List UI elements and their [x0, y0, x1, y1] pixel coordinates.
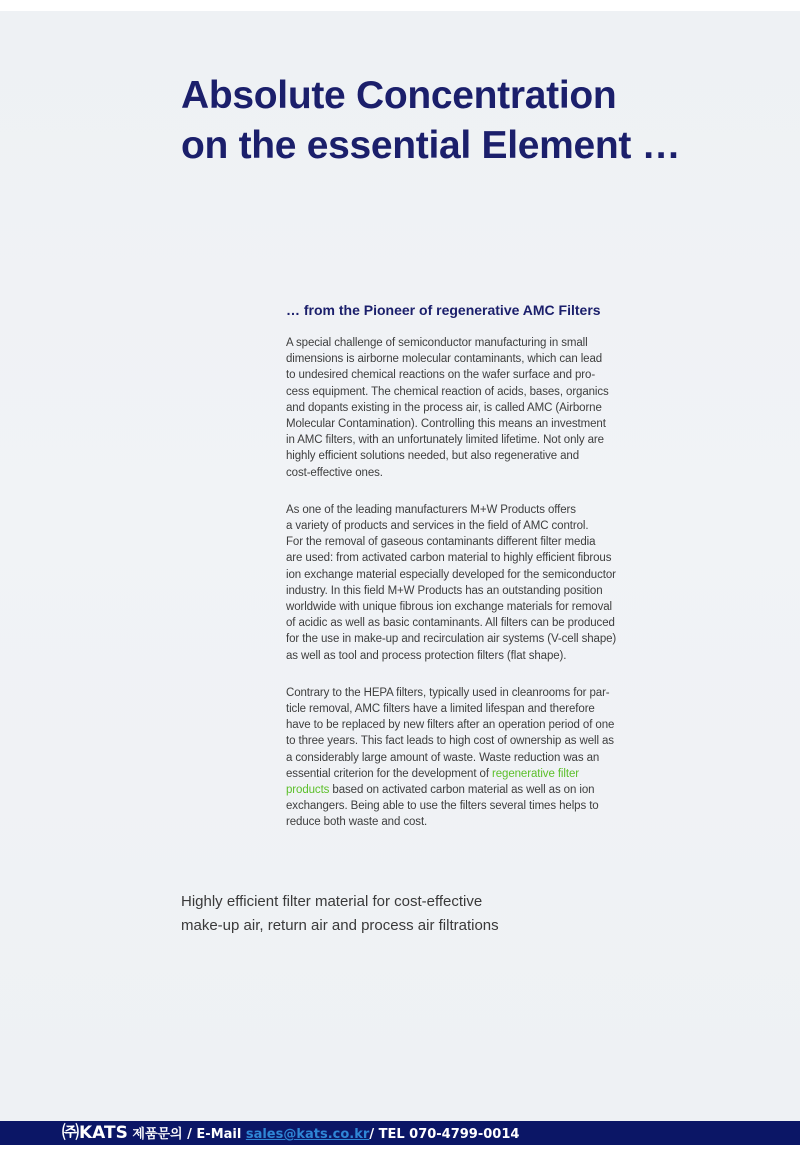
paragraph-line: are used: from activated carbon material to highly efficient fibrous	[286, 552, 612, 565]
paragraph-line: have to be replaced by new filters after an operation period of one	[286, 719, 615, 732]
paragraph-line: to undesired chemical reactions on the wafer surface and pro-	[286, 369, 596, 382]
paragraph-3	[286, 685, 646, 831]
subheading: … from the Pioneer of regenerative AMC Filters	[286, 302, 601, 318]
paragraph-line: and dopants existing in the process air, is called AMC (Airborne	[286, 401, 602, 414]
paragraph-line: industry. In this field M+W Products has an outstanding position	[286, 584, 603, 597]
paragraph-line: to three years. This fact leads to high cost of ownership as well as	[286, 735, 614, 748]
paragraph-line: dimensions is airborne molecular contaminants, which can lead	[286, 353, 603, 366]
paragraph-line	[286, 782, 646, 798]
paragraph-line: of acidic as well as basic contaminants. All filters can be produced	[286, 617, 615, 630]
highlight-link-products[interactable]: products	[286, 784, 330, 797]
paragraph-line: as well as tool and process protection filters (flat shape).	[286, 649, 567, 662]
company-brand: ㈜KATS	[62, 1123, 128, 1143]
paragraph-1	[286, 335, 646, 481]
paragraph-line: for the use in make-up and recirculation air systems (V-cell shape)	[286, 633, 617, 646]
paragraph-line: exchangers. Being able to use the filters several times helps to	[286, 800, 599, 813]
footer-contact	[62, 1123, 519, 1145]
main-content	[286, 301, 646, 852]
paragraph-line: cess equipment. The chemical reaction of acids, bases, organics	[286, 385, 609, 398]
headline-line-1: Absolute Concentration	[181, 74, 617, 117]
paragraph-text: based on activated carbon material as well as on ion	[329, 784, 595, 797]
headline-line-2: on the essential Element …	[181, 124, 681, 167]
paragraph-text: essential criterion for the development of	[286, 767, 493, 780]
paragraph-line: Contrary to the HEPA filters, typically used in cleanrooms for par-	[286, 686, 610, 699]
tagline-line-2: make-up air, return air and process air filtrations	[181, 917, 499, 934]
paragraph-line	[286, 766, 646, 782]
paragraph-line: As one of the leading manufacturers M+W Products offers	[286, 503, 576, 516]
bottom-margin	[0, 1145, 800, 1156]
paragraph-line: ion exchange material especially developed for the semiconductor	[286, 568, 616, 581]
paragraph-line: worldwide with unique fibrous ion exchange materials for removal	[286, 601, 612, 614]
paragraph-line: reduce both waste and cost.	[286, 816, 428, 829]
inquiry-label: 제품문의 / E-Mail	[127, 1127, 246, 1142]
paragraph-line: A special challenge of semiconductor manufacturing in small	[286, 337, 588, 349]
paragraph-2	[286, 502, 646, 664]
tagline-line-1: Highly efficient filter material for cost-effective	[181, 893, 483, 910]
tagline	[181, 890, 499, 938]
email-link[interactable]: sales@kats.co.kr	[245, 1127, 370, 1142]
paragraph-line: cost-effective ones.	[286, 466, 383, 479]
footer-bar	[0, 1121, 800, 1145]
paragraph-line: highly efficient solutions needed, but also regenerative and	[286, 450, 579, 463]
paragraph-line: in AMC filters, with an unfortunately limited lifetime. Not only are	[286, 434, 604, 447]
paragraph-line: ticle removal, AMC filters have a limited lifespan and therefore	[286, 703, 595, 716]
headline	[181, 71, 741, 171]
paragraph-line: a considerably large amount of waste. Waste reduction was an	[286, 751, 600, 764]
highlight-link-regenerative-filter[interactable]: regenerative filter	[492, 767, 579, 780]
paragraph-line: For the removal of gaseous contaminants different filter media	[286, 536, 596, 549]
phone-number: / TEL 070-4799-0014	[369, 1127, 520, 1142]
paragraph-line: Molecular Contamination). Controlling this means an investment	[286, 418, 606, 431]
paragraph-line: a variety of products and services in the field of AMC control.	[286, 520, 589, 533]
brochure-page	[0, 11, 800, 1121]
